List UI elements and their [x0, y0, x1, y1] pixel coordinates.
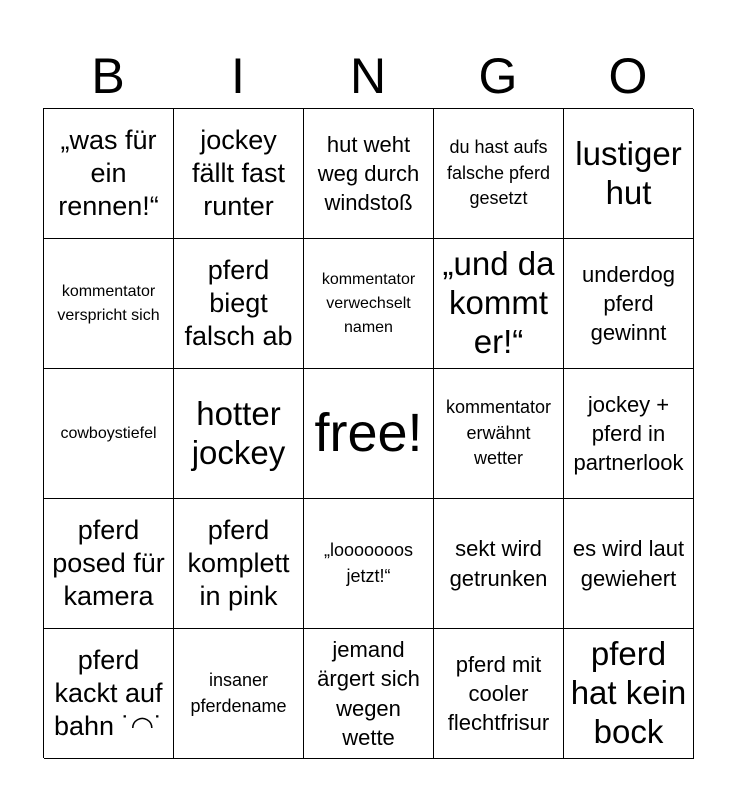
free-space[interactable]: free!	[304, 369, 434, 499]
bingo-cell[interactable]: jockey fällt fast runter	[174, 109, 304, 239]
header-letter-i: I	[231, 48, 245, 104]
bingo-cell[interactable]: pferd biegt falsch ab	[174, 239, 304, 369]
bingo-cell[interactable]: kommentator verspricht sich	[44, 239, 174, 369]
bingo-cell[interactable]: cowboystiefel	[44, 369, 174, 499]
bingo-cell[interactable]: pferd hat kein bock	[564, 629, 694, 759]
bingo-cell[interactable]: sekt wird getrunken	[434, 499, 564, 629]
bingo-cell[interactable]: kommentator verwechselt namen	[304, 239, 434, 369]
bingo-cell[interactable]: „was für ein rennen!“	[44, 109, 174, 239]
bingo-card	[43, 108, 693, 758]
bingo-cell[interactable]: pferd komplett in pink	[174, 499, 304, 629]
header-letter-n: N	[349, 48, 387, 104]
bingo-cell[interactable]: du hast aufs falsche pferd gesetzt	[434, 109, 564, 239]
bingo-cell[interactable]: pferd posed für kamera	[44, 499, 174, 629]
bingo-header	[43, 44, 693, 108]
bingo-cell[interactable]: jockey + pferd in partnerlook	[564, 369, 694, 499]
bingo-cell[interactable]: jemand ärgert sich wegen wette	[304, 629, 434, 759]
bingo-cell[interactable]: lustiger hut	[564, 109, 694, 239]
bingo-cell[interactable]: insaner pferdename	[174, 629, 304, 759]
header-letter-g: G	[478, 48, 518, 104]
bingo-cell[interactable]: pferd mit cooler flechtfrisur	[434, 629, 564, 759]
bingo-cell[interactable]: „looooooos jetzt!“	[304, 499, 434, 629]
bingo-cell[interactable]: kommentator erwähnt wetter	[434, 369, 564, 499]
header-letter-b: B	[91, 48, 125, 104]
bingo-cell[interactable]: underdog pferd gewinnt	[564, 239, 694, 369]
bingo-cell[interactable]: „und da kommt er!“	[434, 239, 564, 369]
bingo-cell[interactable]: es wird laut gewiehert	[564, 499, 694, 629]
bingo-cell[interactable]: hotter jockey	[174, 369, 304, 499]
bingo-cell[interactable]: pferd kackt auf bahn ˙◠˙	[44, 629, 174, 759]
bingo-cell[interactable]: hut weht weg durch windstoß	[304, 109, 434, 239]
header-letter-o: O	[608, 48, 648, 104]
